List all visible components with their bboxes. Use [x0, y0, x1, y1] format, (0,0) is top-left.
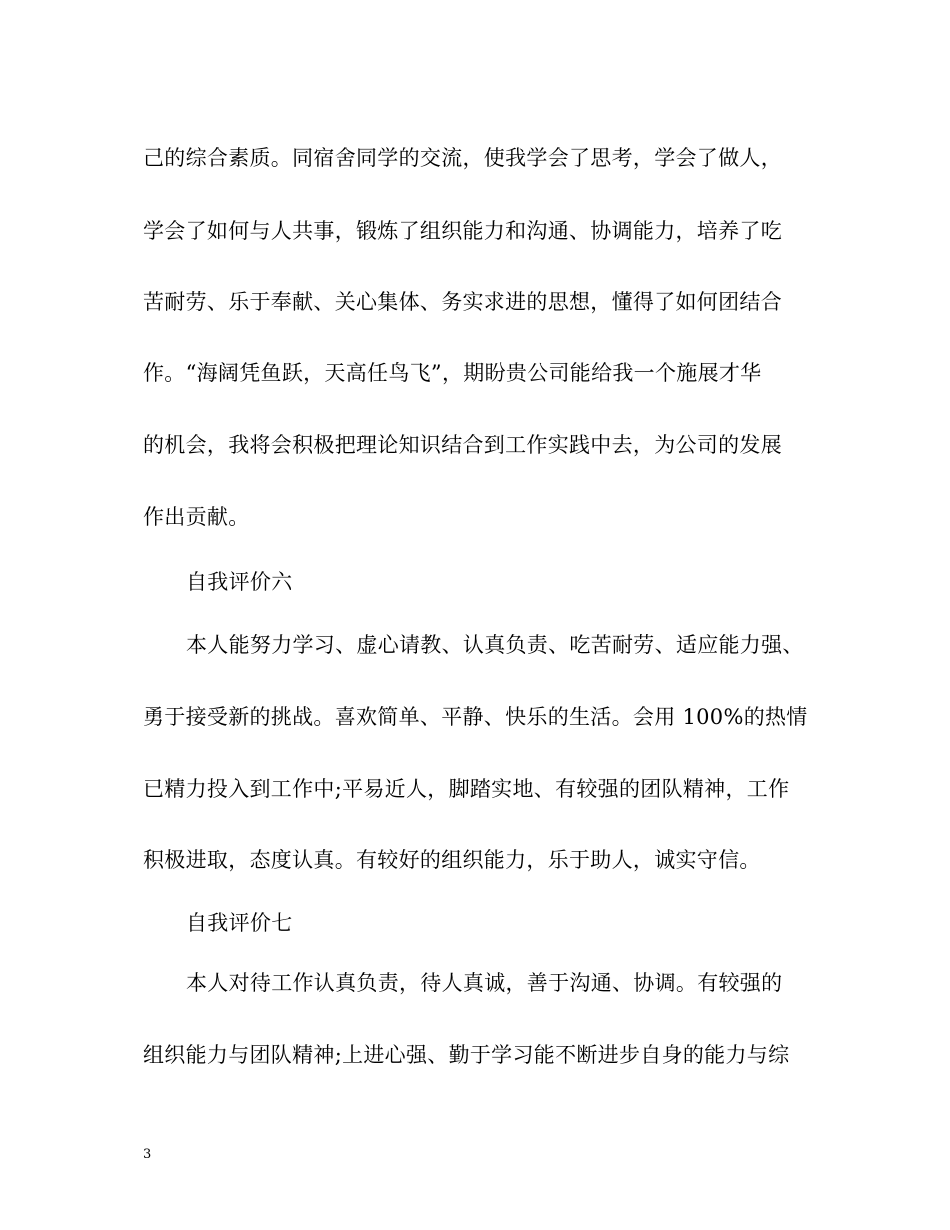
body-text-line: 的机会，我将会积极把理论知识结合到工作实践中去，为公司的发展	[143, 433, 782, 457]
body-text-line: 作出贡献。	[143, 505, 250, 529]
section-heading: 自我评价六	[186, 570, 293, 594]
body-text-line: 积极进取，态度认真。有较好的组织能力，乐于助人，诚实守信。	[143, 848, 761, 872]
section-heading: 自我评价七	[186, 911, 293, 935]
body-text-line: 苦耐劳、乐于奉献、关心集体、务实求进的思想，懂得了如何团结合	[143, 290, 782, 314]
body-text-line: 作。“海阔凭鱼跃，天高任鸟飞”，期盼贵公司能给我一个施展才华	[143, 361, 762, 385]
page-number: 3	[143, 1147, 152, 1162]
body-text-line: 学会了如何与人共事，锻炼了组织能力和沟通、协调能力，培养了吃	[143, 219, 782, 243]
paragraph-first-line: 本人对待工作认真负责，待人真诚，善于沟通、协调。有较强的	[186, 971, 783, 995]
paragraph-first-line: 本人能努力学习、虚心请教、认真负责、吃苦耐劳、适应能力强、	[186, 633, 804, 657]
body-text-line: 已精力投入到工作中;平易近人，脚踏实地、有较强的团队精神，工作	[143, 777, 790, 801]
body-text-line: 勇于接受新的挑战。喜欢简单、平静、快乐的生活。会用 100%的热情	[143, 705, 808, 729]
body-text-line: 己的综合素质。同宿舍同学的交流，使我学会了思考，学会了做人，	[143, 146, 782, 170]
body-text-line: 组织能力与团队精神;上进心强、勤于学习能不断进步自身的能力与综	[143, 1043, 790, 1067]
